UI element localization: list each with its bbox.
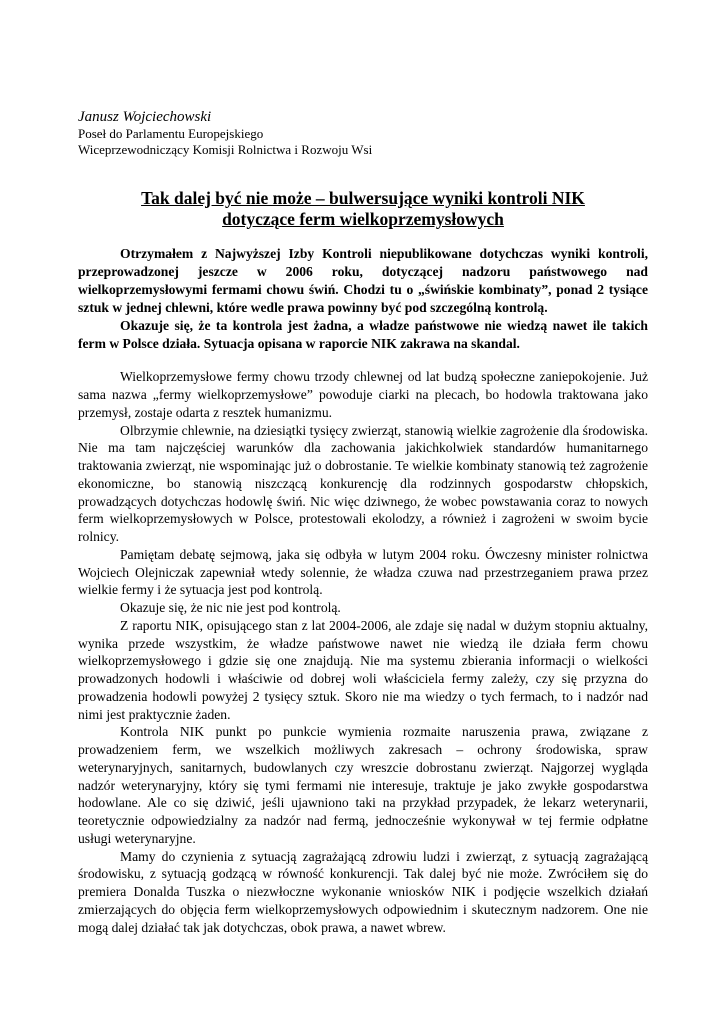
lead-section [78, 245, 648, 352]
body-paragraph: Olbrzymie chlewnie, na dziesiątki tysięcy zwierząt, stanowią wielkie zagrożenie dla środowiska. Nie ma tam najczęściej warunków dla zachowania jakichkolwiek standardów humanitarnego traktowania zwierząt, nie wspominając już o dobrostanie. Te wielkie kombinaty stanowią też zagrożenie ekonomiczne, bo stanowią niszczącą konkurencję dla rodzinnych gospodarstw chłopskich, prowadzących dotychczas hodowlę świń. Nic więc dziwnego, że wobec powstawania coraz to nowych ferm wielkoprzemysłowych w Polsce, protestowali ekolodzy, a również i zagrożeni w swoim bycie rolnicy. [78, 422, 648, 545]
body-paragraph: Z raportu NIK, opisującego stan z lat 2004-2006, ale zdaje się nadal w dużym stopniu aktualny, wynika przede wszystkim, że władze państwowe nawet nie wiedzą ile działa ferm chowu wielkoprzemysłowego i gdzie się one znajdują. Nie ma systemu zbierania informacji o wielkości prowadzonych hodowli i właściwie od dobrej woli właściciela fermy zależy, czy się przyzna do prowadzenia hodowli powyżej 2 tysięcy sztuk. Skoro nie ma wiedzy o tych fermach, to i nadzór nad nimi jest praktycznie żaden. [78, 617, 648, 722]
lead-paragraph: Okazuje się, że ta kontrola jest żadna, a władze państwowe nie wiedzą nawet ile takich ferm w Polsce działa. Sytuacja opisana w raporcie NIK zakrawa na skandal. [78, 317, 648, 351]
body-paragraph: Pamiętam debatę sejmową, jaka się odbyła w lutym 2004 roku. Ówczesny minister rolnictwa Wojciech Olejniczak zapewniał wtedy solennie, że władza czuwa nad przestrzeganiem prawa przez wielkie fermy i że sytuacja jest pod kontrolą. [78, 546, 648, 598]
document-page [78, 108, 648, 936]
title-line-1: Tak dalej być nie może – bulwersujące wyniki kontroli NIK [141, 188, 585, 208]
author-block [78, 108, 648, 158]
author-role-mep: Poseł do Parlamentu Europejskiego [78, 126, 264, 141]
author-role-committee: Wiceprzewodniczący Komisji Rolnictwa i Rozwoju Wsi [78, 142, 373, 157]
body-paragraph: Mamy do czynienia z sytuacją zagrażającą zdrowiu ludzi i zwierząt, z sytuacją zagrażającą środowisku, z sytuacją godzącą w równość konkurencji. Tak dalej być nie może. Zwróciłem się do premiera Donalda Tuszka o niezwłoczne wykonanie wniosków NIK i podjęcie wszelkich działań zmierzających do objęcia ferm wielkoprzemysłowych odpowiednim i skutecznym nadzorem. One nie mogą dalej działać tak jak dotychczas, obok prawa, a nawet wbrew. [78, 848, 648, 935]
body-paragraph: Wielkoprzemysłowe fermy chowu trzody chlewnej od lat budzą społeczne zaniepokojenie. Już sama nazwa „fermy wielkoprzemysłowe” powoduje ciarki na plecach, bo hodowla traktowana jako przemysł, zostaje odarta z resztek humanizmu. [78, 369, 648, 420]
body-section [78, 368, 648, 936]
title-line-2: dotyczące ferm wielkoprzemysłowych [222, 209, 504, 229]
document-title [78, 188, 648, 230]
body-paragraph: Kontrola NIK punkt po punkcie wymienia rozmaite naruszenia prawa, związane z prowadzeniem ferm, we wszelkich możliwych zakresach – ochrony środowiska, spraw weterynaryjnych, sanitarnych, budowlanych czy wreszcie dobrostanu zwierząt. Najgorzej wygląda nadzór weterynaryjny, który się tymi fermami nie interesuje, traktuje je jako zwykłe gospodarstwa hodowlane. Ale co się dziwić, jeśli ujawniono taki na przykład przypadek, że lekarz weterynarii, teoretycznie odpowiedzialny za nadzór nad fermą, jednocześnie wykonywał w tej fermie odpłatne usługi weterynaryjne. [78, 724, 648, 846]
author-name: Janusz Wojciechowski [78, 109, 212, 125]
lead-paragraph: Otrzymałem z Najwyższej Izby Kontroli niepublikowane dotychczas wyniki kontroli, przeprowadzonej jeszcze w 2006 roku, dotyczącej nadzoru państwowego nad wielkoprzemysłowymi fermami chowu świń. Chodzi tu o „świńskie kombinaty”, ponad 2 tysiące sztuk w jednej chlewni, które wedle prawa powinny być pod szczególną kontrolą. [78, 246, 648, 315]
body-paragraph: Okazuje się, że nic nie jest pod kontrolą. [120, 600, 341, 616]
